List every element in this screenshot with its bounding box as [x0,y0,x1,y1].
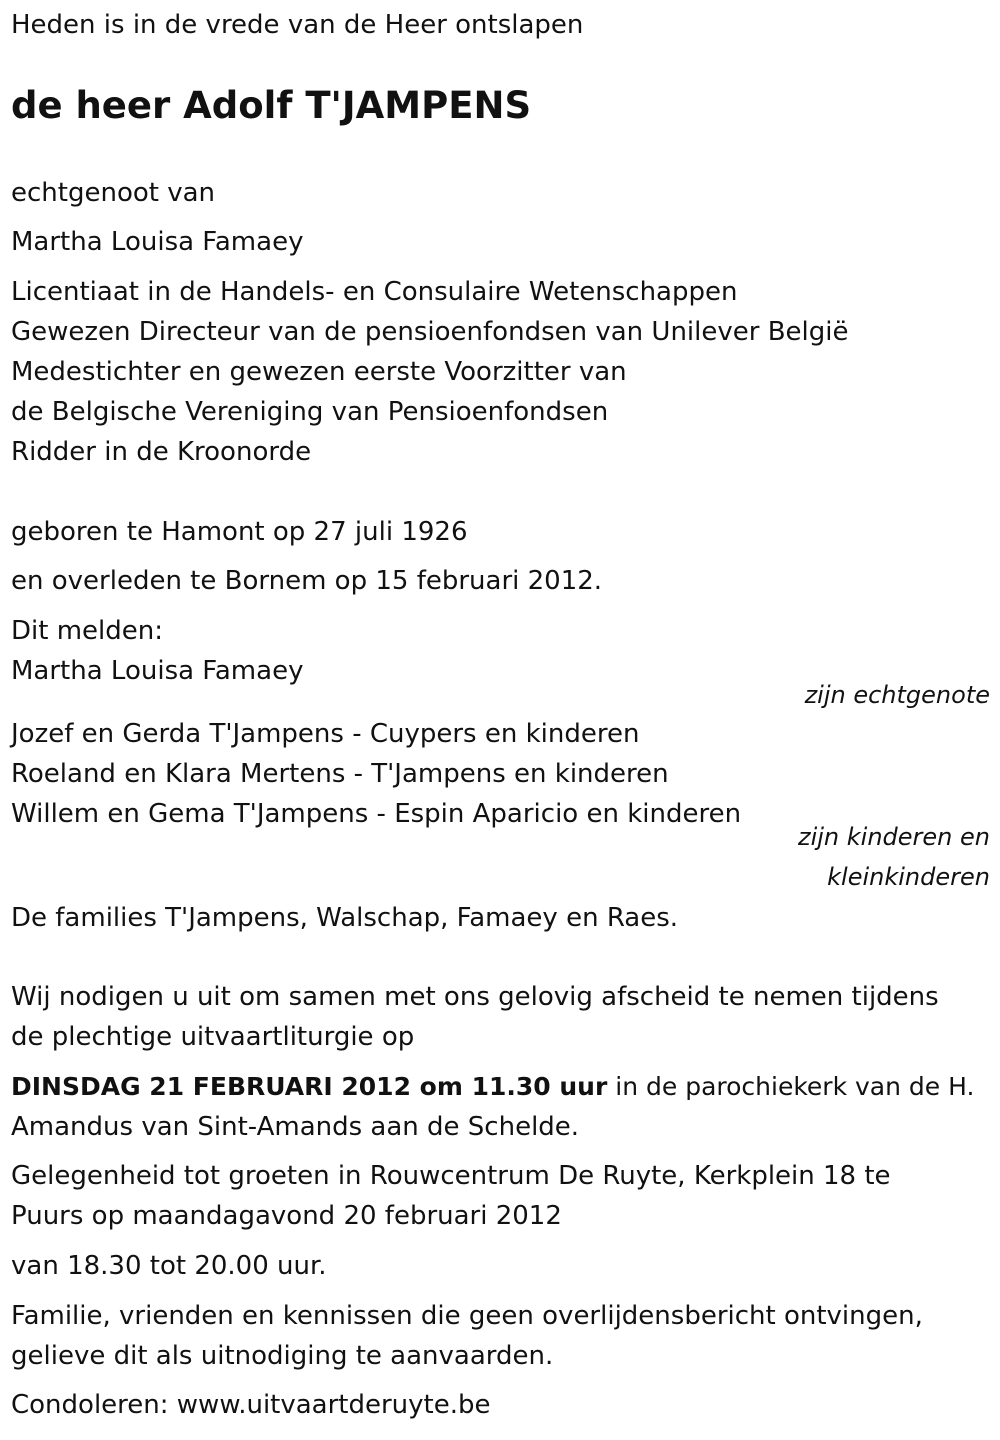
title-line: Licentiaat in de Handels- en Consulaire Wetenschappen [11,277,738,307]
child-line: Jozef en Gerda T'Jampens - Cuypers en kinderen [11,719,640,749]
title-line: Medestichter en gewezen eerste Voorzitter van [11,357,627,387]
title-line: Ridder in de Kroonorde [11,437,312,467]
children-role: zijn kinderen en [798,823,990,851]
visitation-hours: van 18.30 tot 20.00 uur. [11,1251,327,1281]
spouse-name: Martha Louisa Famaey [11,227,304,257]
service-line [11,1067,974,1107]
announcers-label: Dit melden: [11,616,163,646]
notice-line: Familie, vrienden en kennissen die geen overlijdensbericht ontvingen, [11,1301,923,1331]
invitation-line: Wij nodigen u uit om samen met ons gelovig afscheid te nemen tijdens [11,982,939,1012]
service-location: in de parochiekerk van de H. [607,1072,975,1101]
visitation-line: Puurs op maandagavond 20 februari 2012 [11,1201,562,1231]
notice-line: gelieve dit als uitnodiging te aanvaarden. [11,1341,554,1371]
intro-text: Heden is in de vrede van de Heer ontslapen [11,10,584,40]
death-info: en overleden te Bornem op 15 februari 2012. [11,566,603,596]
child-line: Roeland en Klara Mertens - T'Jampens en kinderen [11,759,669,789]
child-line: Willem en Gema T'Jampens - Espin Aparicio en kinderen [11,799,742,829]
condolences-link[interactable]: Condoleren: www.uitvaartderuyte.be [11,1390,491,1420]
service-date: DINSDAG 21 FEBRUARI 2012 om 11.30 uur [11,1072,608,1101]
title-line: Gewezen Directeur van de pensioenfondsen van Unilever België [11,317,849,347]
families-line: De families T'Jampens, Walschap, Famaey en Raes. [11,903,679,933]
spouse-label: echtgenoot van [11,178,216,208]
invitation-line: de plechtige uitvaartliturgie op [11,1022,415,1052]
widow-role: zijn echtgenote [804,681,990,709]
deceased-name: de heer Adolf T'JAMPENS [11,84,532,127]
title-line: de Belgische Vereniging van Pensioenfondsen [11,397,609,427]
visitation-line: Gelegenheid tot groeten in Rouwcentrum De Ruyte, Kerkplein 18 te [11,1161,891,1191]
widow-name: Martha Louisa Famaey [11,656,304,686]
children-role: kleinkinderen [827,863,990,891]
birth-info: geboren te Hamont op 27 juli 1926 [11,517,468,547]
service-location-line: Amandus van Sint-Amands aan de Schelde. [11,1112,580,1142]
